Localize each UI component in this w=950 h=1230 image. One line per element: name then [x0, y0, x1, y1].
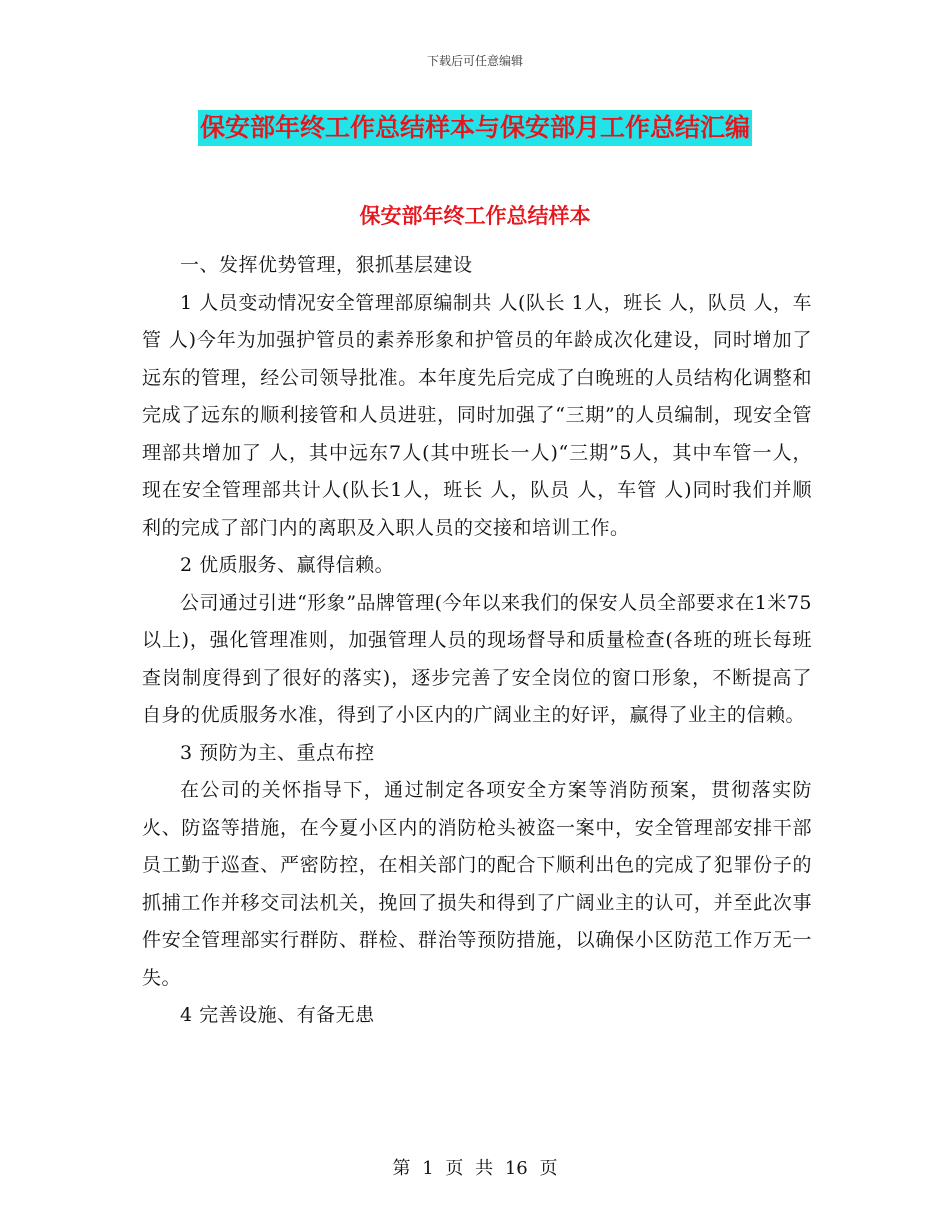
- main-title-container: [0, 110, 950, 146]
- subheading-quality-service: 2 优质服务、赢得信赖。: [180, 554, 395, 576]
- subheading-prevention: 3 预防为主、重点布控: [180, 741, 375, 764]
- document-main-title: 保安部年终工作总结样本与保安部月工作总结汇编: [198, 110, 752, 146]
- page-header-note: 下载后可任意编辑: [426, 54, 523, 68]
- paragraph-quality-service: 公司通过引进“形象”品牌管理(今年以来我们的保安人员全部要求在1米75以上)，强化管理准则，加强管理人员的现场督导和质量检查(各班的班长每班查岗制度得到了很好的落实)，逐步完善了安全岗位的窗口形象，不断提高了自身的优质服务水准，得到了小区内的广阔业主的好评，赢得了业主的信赖。: [142, 591, 812, 726]
- paragraph-prevention: 在公司的关怀指导下，通过制定各项安全方案等消防预案，贯彻落实防火、防盗等措施，在今夏小区内的消防枪头被盗一案中，安全管理部安排干部员工勤于巡查、严密防控，在相关部门的配合下顺利出色的完成了犯罪份子的抓捕工作并移交司法机关，挽回了损失和得到了广阔业主的认可，并至此次事件安全管理部实行群防、群检、群治等预防措施，以确保小区防范工作万无一失。: [142, 779, 812, 989]
- subheading-facilities: 4 完善设施、有备无患: [180, 1004, 375, 1026]
- section-title: 保安部年终工作总结样本: [359, 204, 591, 228]
- paragraph-staffing: 1 人员变动情况安全管理部原编制共 人(队长 1人，班长 人，队员 人，车管 人)今年为加强护管员的素养形象和护管员的年龄成次化建设，同时增加了远东的管理，经公司领导批准。本年度先后完成了白晚班的人员结构化调整和完成了远东的顺利接管和人员进驻，同时加强了“三期”的人员编制，现安全管理部共增加了 人，其中远东7人(其中班长一人)“三期”5人，其中车管一人，现在安全管理部共计人(队长1人，班长 人，队员 人，车管 人)同时我们并顺利的完成了部门内的离职及入职人员的交接和培训工作。: [142, 291, 812, 539]
- document-body: [142, 247, 812, 1035]
- section-heading-1: 一、发挥优势管理，狠抓基层建设: [180, 254, 473, 276]
- page-number: 第 1 页 共 16 页: [392, 1158, 558, 1179]
